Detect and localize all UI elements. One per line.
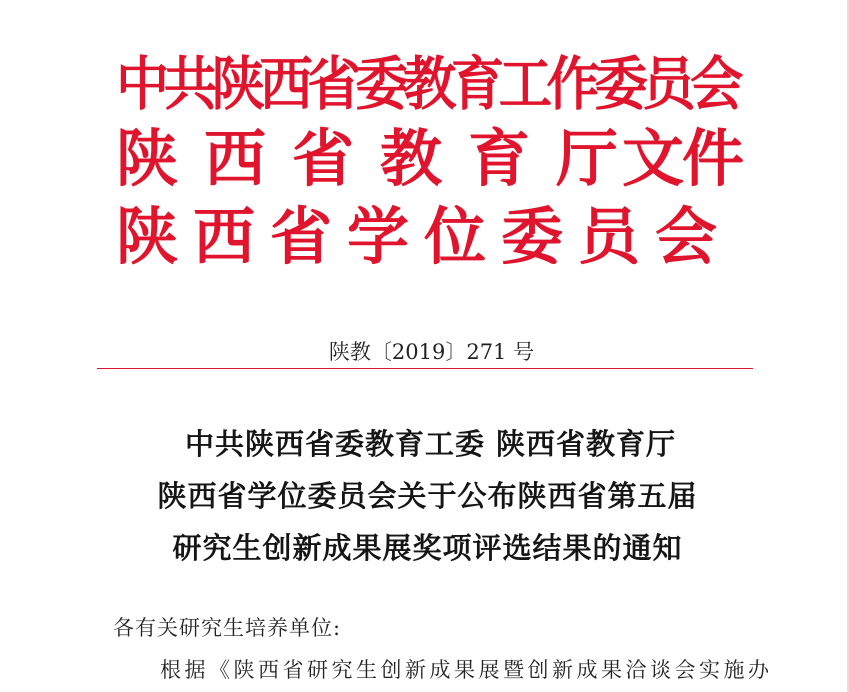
body-paragraph-first-line: 根据《陕西省研究生创新成果展暨创新成果洽谈会实施办 [160, 658, 773, 682]
document-number: 陕教〔2019〕271 号 [328, 340, 535, 364]
document-title-line-1: 中共陕西省委教育工委 陕西省教育厅 [184, 427, 677, 461]
issuer-header-line-2-main: 陕西省教育厅 [116, 122, 645, 195]
issuer-header-line-3: 陕西省学位委员会 [116, 200, 733, 273]
issuer-header-line-2 [116, 122, 743, 195]
red-divider-rule [97, 368, 753, 369]
document-type-suffix: 文件 [622, 122, 743, 195]
document-title-line-3: 研究生创新成果展奖项评选结果的通知 [172, 531, 683, 565]
document-title-line-2: 陕西省学位委员会关于公布陕西省第五届 [157, 479, 698, 513]
salutation: 各有关研究生培养单位: [113, 616, 342, 640]
issuer-header-line-1: 中共陕西省委教育工作委员会 [116, 50, 738, 118]
